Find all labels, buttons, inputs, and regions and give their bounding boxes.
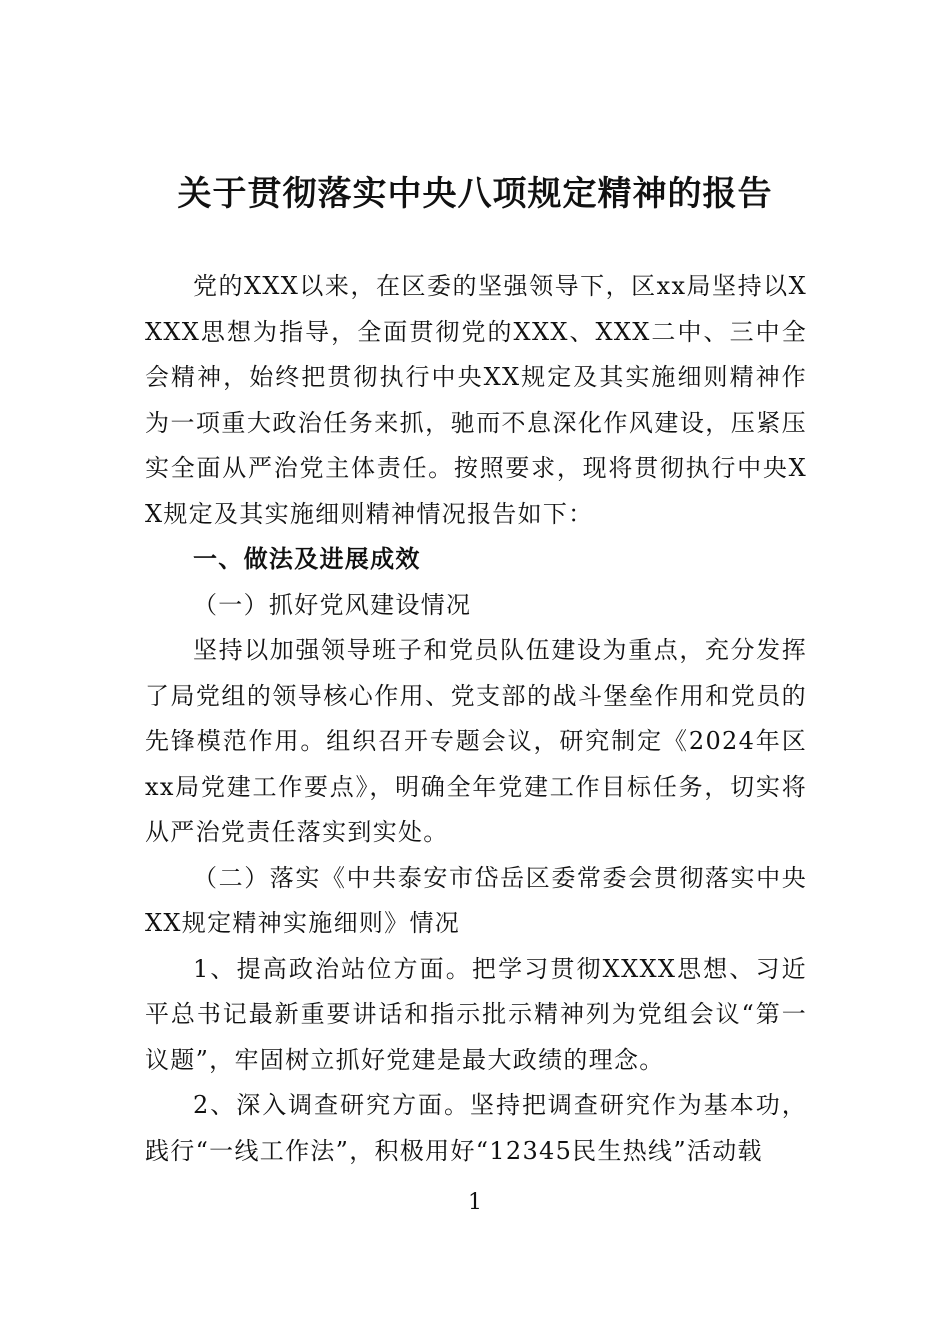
- intro-paragraph: 党的XXX以来，在区委的坚强领导下，区xx局坚持以XXXX思想为指导，全面贯彻党的XXX、XXX二中、三中全会精神，始终把贯彻执行中央XX规定及其实施细则精神作为一项重大政治任务来抓，驰而不息深化作风建设，压紧压实全面从严治党主体责任。按照要求，现将贯彻执行中央XX规定及其实施细则精神情况报告如下：: [145, 272, 807, 528]
- body-paragraph: 1、提高政治站位方面。把学习贯彻XXXX思想、习近平总书记最新重要讲话和指示批示精神列为党组会议“第一议题”，牢固树立抓好党建是最大政绩的理念。: [145, 954, 807, 1074]
- document-body: [145, 264, 807, 1174]
- document-title: 关于贯彻落实中央八项规定精神的报告: [177, 174, 773, 214]
- subsection-heading-1: （一）抓好党风建设情况: [193, 590, 472, 619]
- page-number: 1: [468, 1190, 482, 1215]
- body-paragraph: 坚持以加强领导班子和党员队伍建设为重点，充分发挥了局党组的领导核心作用、党支部的战斗堡垒作用和党员的先锋模范作用。组织召开专题会议，研究制定《2024年区xx局党建工作要点》，明确全年党建工作目标任务，切实将从严治党责任落实到实处。: [145, 636, 807, 846]
- section-heading-1: 一、做法及进展成效: [193, 545, 421, 573]
- body-paragraph: 2、深入调查研究方面。坚持把调查研究作为基本功，践行“一线工作法”，积极用好“12345民生热线”活动载: [145, 1091, 807, 1165]
- subsection-heading-2: （二）落实《中共泰安市岱岳区委常委会贯彻落实中央XX规定精神实施细则》情况: [145, 863, 807, 937]
